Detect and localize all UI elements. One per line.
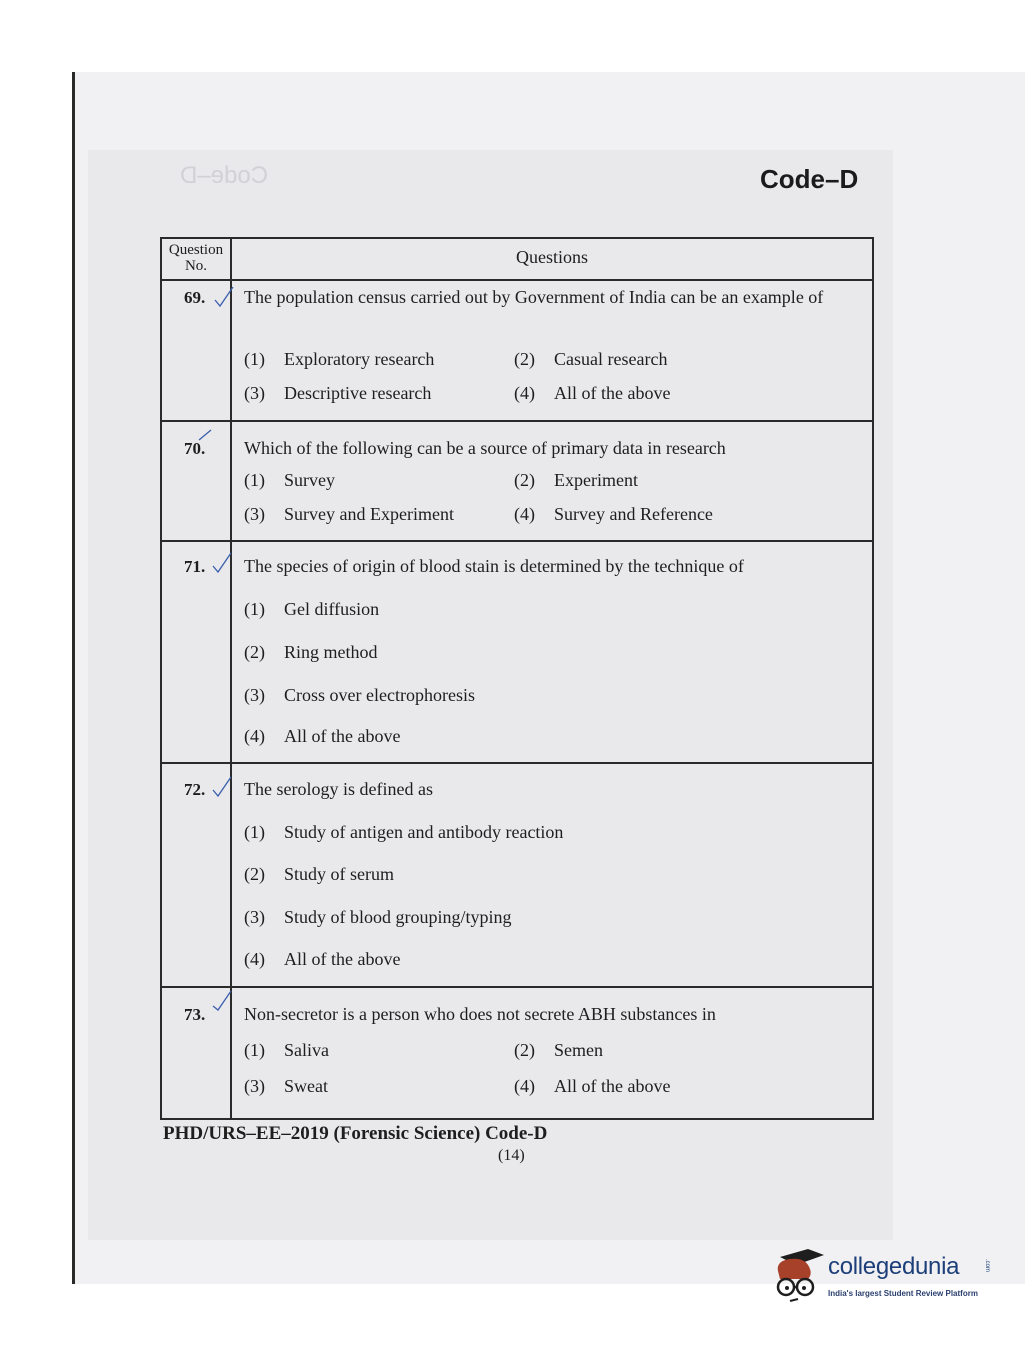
question-number: 70. [184, 439, 206, 458]
option: (2) Casual research [514, 349, 668, 369]
row-rule [162, 986, 872, 988]
option: (4) All of the above [514, 383, 671, 403]
brand-name: collegedunia [828, 1253, 960, 1280]
question-number: 73. [184, 1005, 206, 1024]
option: (2) Ring method [244, 642, 378, 662]
question-text: The population census carried out by Government of India can be an example of [244, 287, 824, 307]
question-text: Non-secretor is a person who does not secrete ABH substances in [244, 1004, 716, 1024]
question-number: 72. [184, 780, 206, 799]
tick-mark-icon [212, 990, 232, 1012]
option: (2) Study of serum [244, 864, 394, 884]
page-number: (14) [498, 1147, 525, 1164]
option: (3) Cross over electrophoresis [244, 685, 475, 705]
option: (1) Gel diffusion [244, 599, 380, 619]
tick-mark-icon [212, 776, 232, 798]
questions-header: Questions [516, 247, 588, 267]
collegedunia-watermark [766, 1247, 1006, 1317]
option: (3) Sweat [244, 1076, 328, 1096]
option: (3) Descriptive research [244, 383, 432, 403]
header-rule [162, 279, 872, 281]
row-rule [162, 762, 872, 764]
tick-mark-icon [196, 428, 216, 450]
bleed-through-text: Code–D [180, 162, 269, 189]
option: (3) Survey and Experiment [244, 504, 454, 524]
question-no-header: Question No. [168, 242, 224, 274]
option: (4) All of the above [514, 1076, 671, 1096]
option: (1) Survey [244, 470, 335, 490]
question-text: Which of the following can be a source of primary data in research [244, 438, 726, 458]
option: (1) Study of antigen and antibody reaction [244, 822, 564, 842]
row-rule [162, 420, 872, 422]
question-number: 69. [184, 288, 206, 307]
option: (2) Experiment [514, 470, 638, 490]
option: (4) All of the above [244, 949, 401, 969]
option: (3) Study of blood grouping/typing [244, 907, 512, 927]
option: (4) Survey and Reference [514, 504, 713, 524]
option: (1) Saliva [244, 1040, 329, 1060]
question-text: The species of origin of blood stain is determined by the technique of [244, 556, 744, 576]
option: (4) All of the above [244, 726, 401, 746]
question-number: 71. [184, 557, 206, 576]
brand-tagline: India's largest Student Review Platform [828, 1289, 978, 1298]
option: (2) Semen [514, 1040, 603, 1060]
code-label: Code–D [760, 164, 859, 194]
tick-mark-icon [214, 286, 234, 308]
brand-domain: .com [984, 1259, 990, 1273]
exam-code-footer: PHD/URS–EE–2019 (Forensic Science) Code-D [163, 1123, 548, 1144]
question-table [160, 237, 874, 1120]
option: (1) Exploratory research [244, 349, 435, 369]
mascot-icon [768, 1249, 826, 1311]
row-rule [162, 540, 872, 542]
question-text: The serology is defined as [244, 779, 433, 799]
tick-mark-icon [212, 552, 232, 574]
